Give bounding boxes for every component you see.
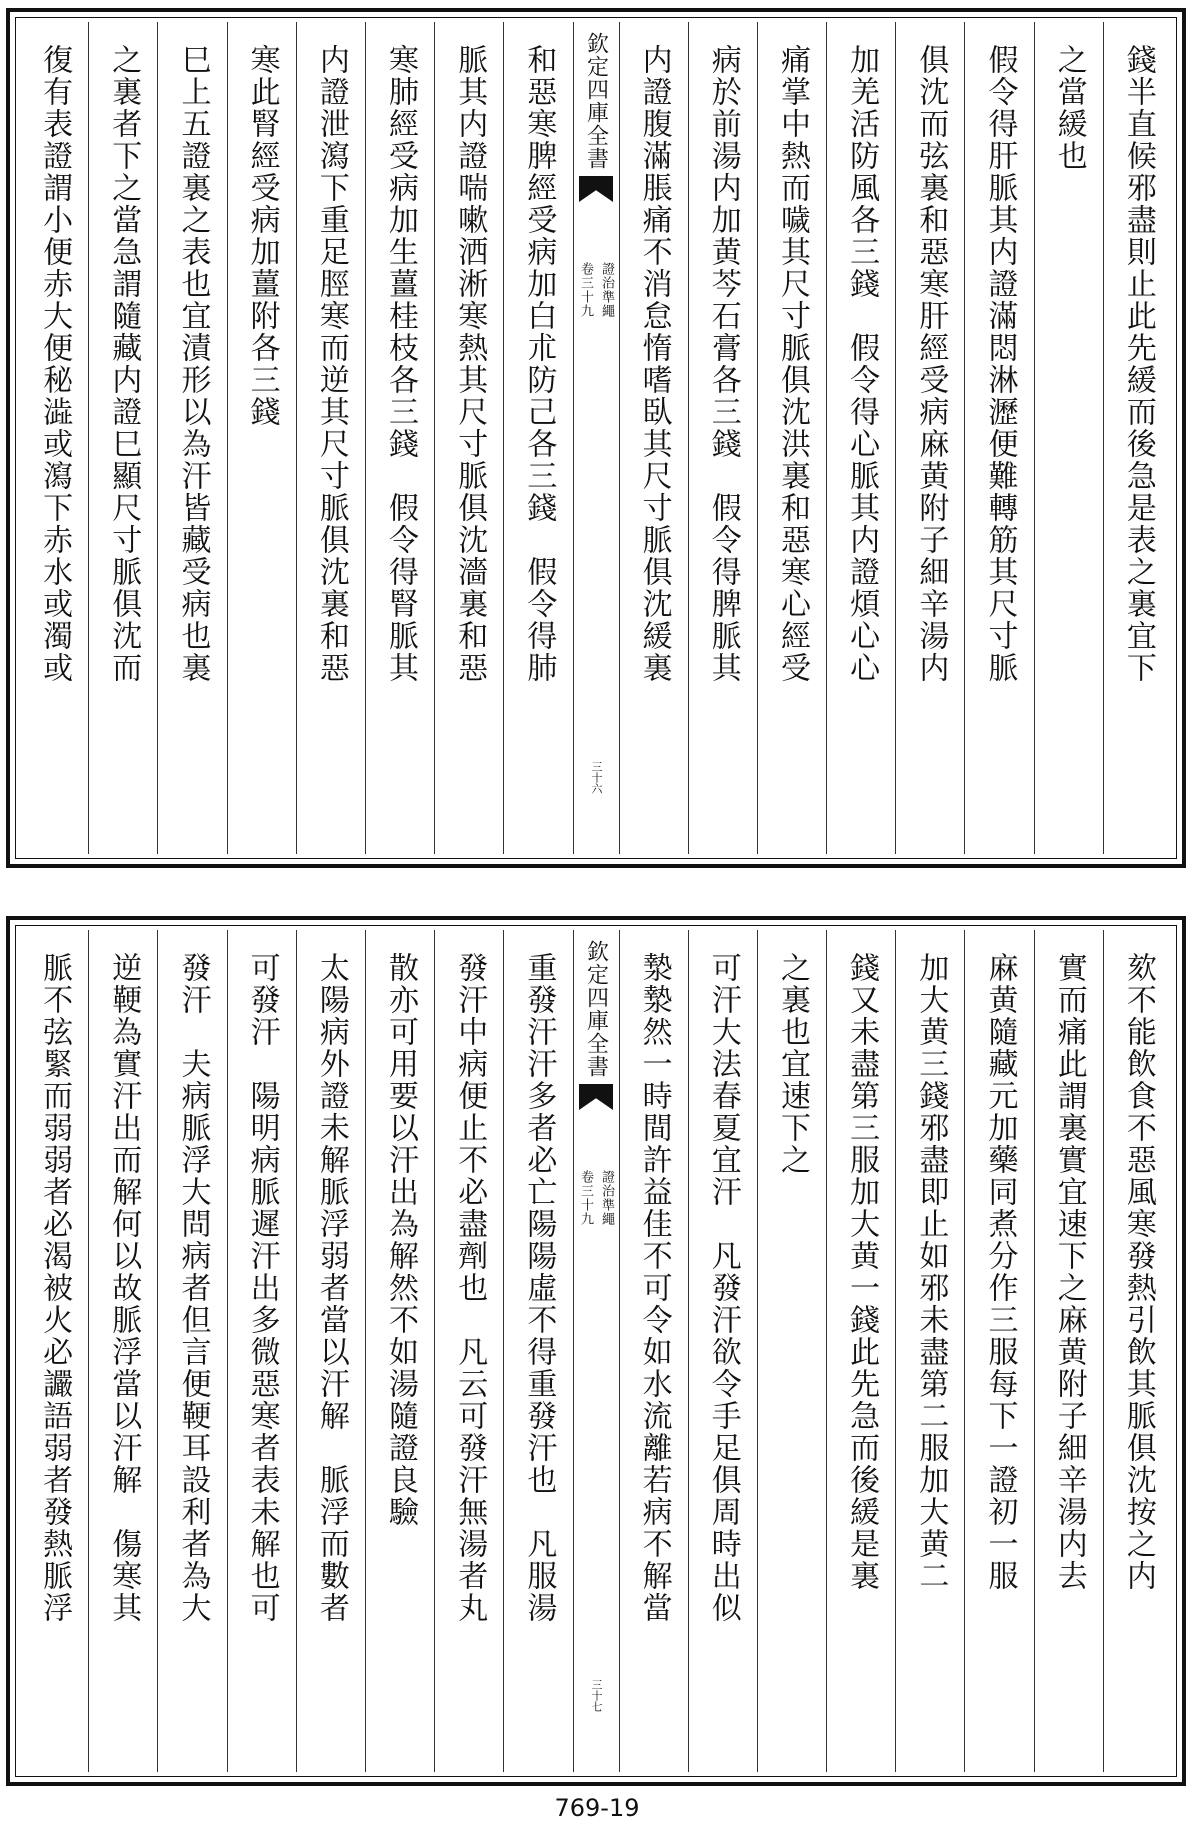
fish-tail-mark-icon <box>579 176 613 202</box>
text-columns <box>20 930 1172 1772</box>
column-text: 脈不弦緊而弱弱者必渴被火必讝語弱者發熱脈浮 <box>37 952 73 1624</box>
column-text: 假令得肝脈其内證滿悶淋瀝便難轉筋其尺寸脈 <box>982 44 1018 684</box>
column-text: 錢又未盡第三服加大黄一錢此先急而後緩是裏 <box>844 952 880 1592</box>
text-column <box>157 22 226 854</box>
text-columns <box>20 22 1172 854</box>
column-text: 痛掌中熱而噦其尺寸脈俱沈洪裏和惡寒心經受 <box>774 44 810 684</box>
text-column <box>688 22 757 854</box>
column-text: 之裏也宜速下之 <box>774 952 810 1176</box>
column-text: 錢半直候邪盡則止此先緩而後急是表之裏宜下 <box>1120 44 1156 684</box>
column-text: 之裏者下之當急謂隨藏内證巳顯尺寸脈俱沈而 <box>106 44 142 684</box>
text-column <box>503 930 572 1772</box>
column-text: 寒此腎經受病加薑附各三錢 <box>244 44 280 428</box>
text-column <box>227 930 296 1772</box>
column-text: 逆鞕為實汗出而解何以故脈浮當以汗解 傷寒其 <box>106 952 142 1624</box>
text-column <box>88 930 157 1772</box>
center-fold <box>573 930 619 1772</box>
column-text: 散亦可用要以汗出為解然不如湯隨證良驗 <box>383 952 419 1528</box>
running-title: 欽定四庫全書 <box>583 32 609 170</box>
text-column <box>757 930 826 1772</box>
text-column <box>365 22 434 854</box>
text-column <box>434 930 503 1772</box>
column-text: 加大黄三錢邪盡即止如邪未盡第二服加大黄二 <box>913 952 949 1592</box>
book-title: 證治準繩 <box>599 1170 614 1226</box>
text-column <box>1103 930 1172 1772</box>
text-column <box>365 930 434 1772</box>
book-info <box>576 262 616 318</box>
text-column <box>20 930 88 1772</box>
top-leaf <box>6 8 1186 868</box>
folio-number: 三十七 <box>590 1679 603 1712</box>
text-column <box>296 930 365 1772</box>
text-column <box>296 22 365 854</box>
folio-number: 三十六 <box>590 761 603 794</box>
text-column <box>1103 22 1172 854</box>
running-title: 欽定四庫全書 <box>583 940 609 1078</box>
column-text: 太陽病外證未解脈浮弱者當以汗解 脈浮而數者 <box>313 952 349 1624</box>
text-column <box>20 22 88 854</box>
text-column <box>503 22 572 854</box>
text-column <box>157 930 226 1772</box>
text-column <box>619 930 688 1772</box>
column-text: 復有表證謂小便赤大便秘澁或瀉下赤水或濁或 <box>37 44 73 684</box>
column-text: 寒肺經受病加生薑桂枝各三錢 假令得腎脈其 <box>383 44 419 684</box>
text-column <box>1034 930 1103 1772</box>
volume-label: 卷三十九 <box>578 1170 593 1226</box>
text-column <box>757 22 826 854</box>
column-text: 麻黄隨藏元加藥同煮分作三服每下一證初一服 <box>982 952 1018 1592</box>
column-text: 俱沈而弦裏和惡寒肝經受病麻黄附子細辛湯内 <box>913 44 949 684</box>
text-column <box>826 930 895 1772</box>
text-column <box>688 930 757 1772</box>
text-column <box>964 930 1033 1772</box>
column-text: 發汗中病便止不必盡劑也 凡云可發汗無湯者丸 <box>452 952 488 1624</box>
text-column <box>826 22 895 854</box>
column-text: 病於前湯内加黄芩石膏各三錢 假令得脾脈其 <box>705 44 741 684</box>
column-text: 巳上五證裏之表也宜漬形以為汗皆藏受病也裏 <box>175 44 211 684</box>
text-column <box>895 22 964 854</box>
text-column <box>227 22 296 854</box>
column-text: 脈其内證喘嗽洒淅寒熱其尺寸脈俱沈濇裏和惡 <box>452 44 488 684</box>
text-column <box>895 930 964 1772</box>
column-text: 加羌活防風各三錢 假令得心脈其内證煩心心 <box>844 44 880 684</box>
bottom-leaf <box>6 916 1186 1786</box>
page-number: 769-19 <box>554 1794 640 1822</box>
column-text: 實而痛此謂裏實宜速下之麻黄附子細辛湯内去 <box>1051 952 1087 1592</box>
column-text: 之當緩也 <box>1051 44 1087 172</box>
column-text: 可汗大法春夏宜汗 凡發汗欲令手足俱周時出似 <box>705 952 741 1624</box>
center-fold <box>573 22 619 854</box>
text-column <box>964 22 1033 854</box>
book-title: 證治準繩 <box>599 262 614 318</box>
volume-label: 卷三十九 <box>578 262 593 318</box>
column-text: 内證泄瀉下重足脛寒而逆其尺寸脈俱沈裏和惡 <box>313 44 349 684</box>
column-text: 内證腹滿脹痛不消怠惰嗜臥其尺寸脈俱沈緩裏 <box>636 44 672 684</box>
column-text: 欬不能飲食不惡風寒發熱引飲其脈俱沈按之内 <box>1120 952 1156 1592</box>
column-text: 可發汗 陽明病脈遲汗出多微惡寒者表未解也可 <box>244 952 280 1624</box>
column-text: 漐漐然一時間許益佳不可令如水流離若病不解當 <box>636 952 672 1624</box>
column-text: 和惡寒脾經受病加白朮防己各三錢 假令得肺 <box>521 44 557 684</box>
text-column <box>1034 22 1103 854</box>
text-column <box>88 22 157 854</box>
column-text: 重發汗汗多者必亡陽陽虛不得重發汗也 凡服湯 <box>521 952 557 1624</box>
book-info <box>576 1170 616 1226</box>
fish-tail-mark-icon <box>579 1084 613 1110</box>
column-text: 發汗 夫病脈浮大問病者但言便鞕耳設利者為大 <box>175 952 211 1624</box>
text-column <box>434 22 503 854</box>
text-column <box>619 22 688 854</box>
